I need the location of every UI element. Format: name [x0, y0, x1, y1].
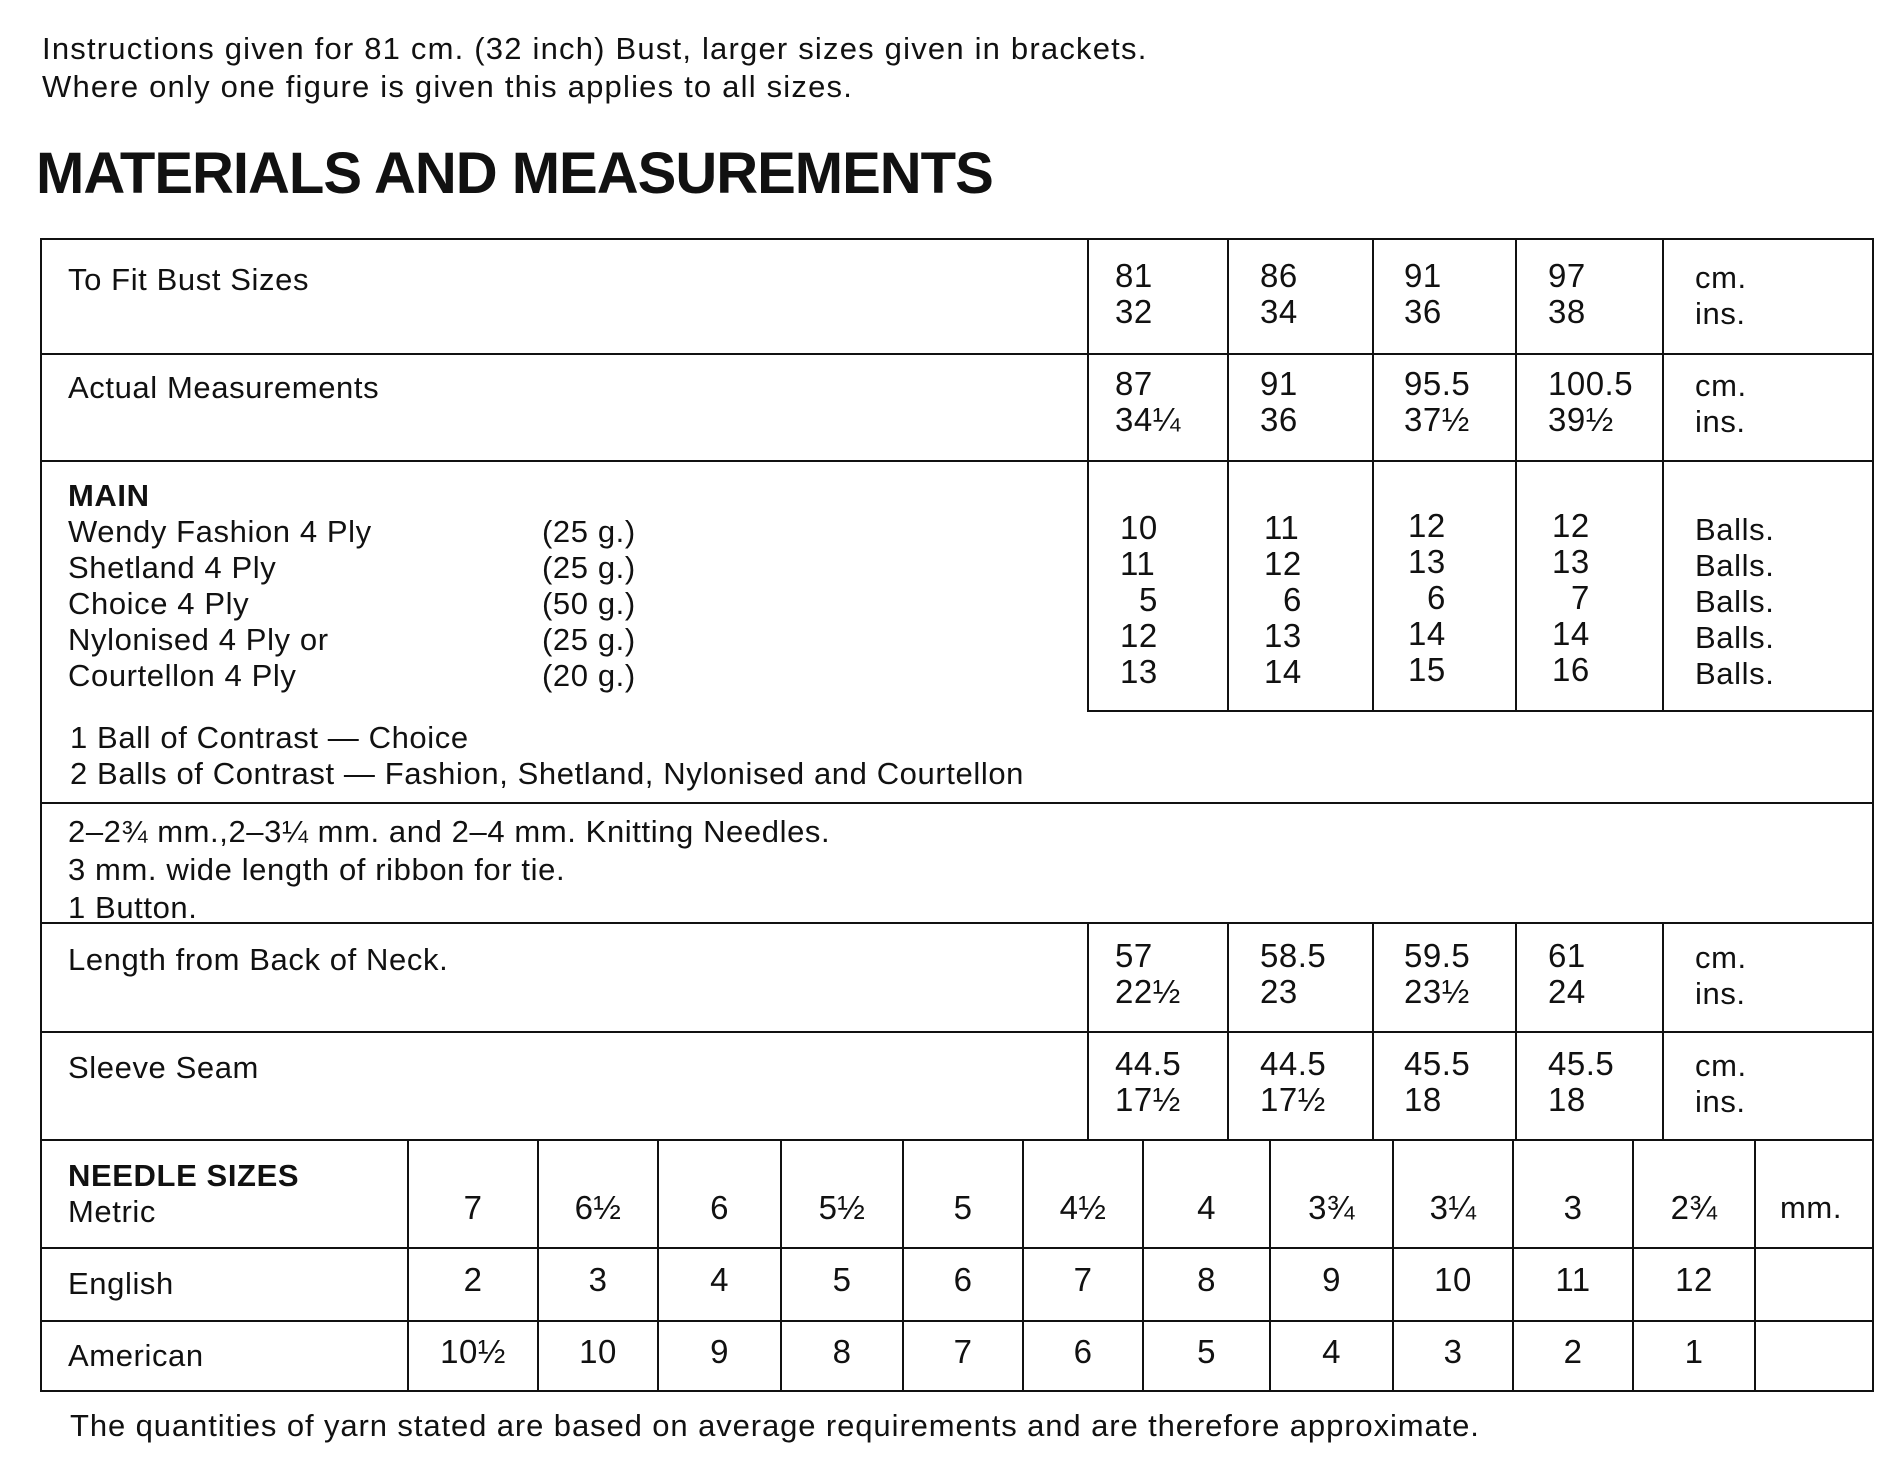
main-heading: MAIN	[68, 478, 150, 513]
metric-size-7: 4	[1197, 1189, 1216, 1226]
yarn-balls-5-1: 13	[1120, 653, 1158, 690]
rule-8	[42, 1247, 1872, 1249]
sleeve-unit-cm: cm.	[1695, 1048, 1747, 1083]
yarn-balls-4-1: 12	[1120, 617, 1158, 654]
sleeve-cm-3: 45.5	[1404, 1045, 1471, 1082]
length-ins-3: 23½	[1404, 973, 1470, 1010]
yarn-balls-1-1: 10	[1120, 509, 1158, 546]
american-size-8: 4	[1322, 1333, 1341, 1370]
needles-line-2: 3 mm. wide length of ribbon for tie.	[68, 852, 566, 887]
rule-3	[1087, 710, 1872, 712]
intro-text	[42, 30, 1148, 106]
bust-cm-2: 86	[1260, 257, 1298, 294]
bust-ins-3: 36	[1404, 293, 1442, 330]
rule-7	[42, 1139, 1872, 1141]
yarn-unit-4: Balls.	[1695, 620, 1775, 655]
american-size-10: 2	[1563, 1333, 1583, 1370]
bust-cm-3: 91	[1404, 257, 1442, 294]
american-size-11: 1	[1684, 1333, 1704, 1370]
yarn-balls-4-3: 14	[1408, 615, 1446, 652]
length-cm-4: 61	[1548, 937, 1586, 974]
actual-ins-1: 34¼	[1115, 401, 1181, 438]
yarn-weight-3: (50 g.)	[542, 586, 636, 621]
rule-4	[42, 802, 1872, 804]
actual-cm-3: 95.5	[1404, 365, 1471, 402]
length-ins-1: 22½	[1115, 973, 1181, 1010]
yarn-balls-4-4: 14	[1552, 615, 1590, 652]
bust-cm-4: 97	[1548, 257, 1586, 294]
american-size-9: 3	[1443, 1333, 1463, 1370]
yarn-balls-3-4: 7	[1571, 579, 1590, 616]
metric-size-2: 6½	[574, 1189, 622, 1226]
col-rule-a	[1087, 240, 1089, 712]
needle-rule-12	[1754, 1139, 1756, 1392]
american-size-1: 10½	[440, 1333, 506, 1370]
contrast-line-2: 2 Balls of Contrast — Fashion, Shetland, Nylonised and Courtellon	[70, 756, 1024, 791]
bust-ins-1: 32	[1115, 293, 1153, 330]
american-size-4: 8	[832, 1333, 852, 1370]
actual-ins-3: 37½	[1404, 401, 1470, 438]
yarn-unit-5: Balls.	[1695, 656, 1775, 691]
metric-size-8: 3¾	[1308, 1189, 1355, 1226]
sleeve-cm-1: 44.5	[1115, 1045, 1182, 1082]
actual-ins-2: 36	[1260, 401, 1298, 438]
col-rule-g	[1227, 922, 1229, 1141]
length-unit-cm: cm.	[1695, 940, 1747, 975]
col-rule-h	[1372, 922, 1374, 1141]
yarn-weight-1: (25 g.)	[542, 514, 636, 549]
col-rule-j	[1662, 922, 1664, 1141]
yarn-weight-5: (20 g.)	[542, 658, 636, 693]
col-rule-e	[1662, 240, 1664, 712]
yarn-balls-3-3: 6	[1427, 579, 1446, 616]
actual-cm-4: 100.5	[1548, 365, 1634, 402]
english-size-10: 11	[1555, 1261, 1591, 1298]
metric-size-9: 3¼	[1429, 1189, 1477, 1226]
english-size-2: 3	[588, 1261, 608, 1298]
actual-measurements-label: Actual Measurements	[68, 370, 380, 405]
yarn-name-3: Choice 4 Ply	[68, 586, 250, 621]
sleeve-label: Sleeve Seam	[68, 1050, 259, 1085]
yarn-weight-4: (25 g.)	[542, 622, 636, 657]
yarn-balls-5-4: 16	[1552, 651, 1590, 688]
yarn-name-4: Nylonised 4 Ply or	[68, 622, 329, 657]
yarn-unit-3: Balls.	[1695, 584, 1775, 619]
metric-size-10: 3	[1563, 1189, 1583, 1226]
american-size-2: 10	[579, 1333, 617, 1370]
yarn-balls-1-3: 12	[1408, 507, 1446, 544]
length-cm-1: 57	[1115, 937, 1153, 974]
rule-2	[42, 460, 1872, 462]
contrast-line-1: 1 Ball of Contrast — Choice	[70, 720, 469, 755]
intro-line-2: Where only one figure is given this applies to all sizes.	[42, 69, 854, 104]
yarn-balls-2-1: 11	[1120, 545, 1156, 582]
sleeve-ins-4: 18	[1548, 1081, 1586, 1118]
sleeve-cm-2: 44.5	[1260, 1045, 1327, 1082]
english-size-5: 6	[953, 1261, 973, 1298]
materials-table	[40, 238, 1874, 1392]
needles-line-1: 2–2¾ mm.,2–3¼ mm. and 2–4 mm. Knitting Needles.	[68, 814, 831, 849]
actual-cm-2: 91	[1260, 365, 1298, 402]
yarn-balls-3-1: 5	[1139, 581, 1158, 618]
length-ins-2: 23	[1260, 973, 1298, 1010]
yarn-balls-3-2: 6	[1283, 581, 1302, 618]
metric-size-11: 2¾	[1670, 1189, 1718, 1226]
intro-line-1: Instructions given for 81 cm. (32 inch) Bust, larger sizes given in brackets.	[42, 31, 1148, 66]
sleeve-unit-ins: ins.	[1695, 1084, 1746, 1119]
metric-size-6: 4½	[1059, 1189, 1107, 1226]
length-unit-ins: ins.	[1695, 976, 1746, 1011]
american-size-3: 9	[710, 1333, 729, 1370]
bust-cm-1: 81	[1115, 257, 1153, 294]
metric-size-3: 6	[710, 1189, 729, 1226]
english-size-11: 12	[1675, 1261, 1713, 1298]
sleeve-ins-3: 18	[1404, 1081, 1442, 1118]
english-size-9: 10	[1434, 1261, 1472, 1298]
length-ins-4: 24	[1548, 973, 1586, 1010]
rule-9	[42, 1320, 1872, 1322]
english-size-4: 5	[832, 1261, 852, 1298]
sleeve-cm-4: 45.5	[1548, 1045, 1615, 1082]
bust-sizes-label: To Fit Bust Sizes	[68, 262, 310, 297]
yarn-balls-1-2: 11	[1264, 509, 1300, 546]
footer-note: The quantities of yarn stated are based on average requirements and are therefore approximate.	[70, 1408, 1480, 1443]
american-label: American	[68, 1338, 204, 1373]
actual-unit-ins: ins.	[1695, 404, 1746, 439]
english-label: English	[68, 1266, 174, 1301]
metric-unit: mm.	[1780, 1190, 1843, 1225]
yarn-balls-5-3: 15	[1408, 651, 1446, 688]
yarn-name-5: Courtellon 4 Ply	[68, 658, 297, 693]
yarn-unit-2: Balls.	[1695, 548, 1775, 583]
col-rule-d	[1515, 240, 1517, 712]
sleeve-ins-2: 17½	[1260, 1081, 1326, 1118]
actual-cm-1: 87	[1115, 365, 1153, 402]
english-size-3: 4	[710, 1261, 729, 1298]
american-size-7: 5	[1197, 1333, 1216, 1370]
bust-unit-cm: cm.	[1695, 260, 1747, 295]
yarn-balls-5-2: 14	[1264, 653, 1302, 690]
yarn-balls-4-2: 13	[1264, 617, 1302, 654]
metric-size-4: 5½	[818, 1189, 866, 1226]
yarn-balls-2-2: 12	[1264, 545, 1302, 582]
col-rule-i	[1515, 922, 1517, 1141]
american-size-5: 7	[953, 1333, 973, 1370]
page-title: MATERIALS AND MEASUREMENTS	[36, 141, 993, 206]
rule-6	[42, 1031, 1872, 1033]
sleeve-ins-1: 17½	[1115, 1081, 1181, 1118]
bust-unit-ins: ins.	[1695, 296, 1746, 331]
length-label: Length from Back of Neck.	[68, 942, 449, 977]
col-rule-b	[1227, 240, 1229, 712]
metric-size-1: 7	[463, 1189, 483, 1226]
bust-ins-2: 34	[1260, 293, 1298, 330]
yarn-weight-2: (25 g.)	[542, 550, 636, 585]
needle-sizes-heading: NEEDLE SIZES	[68, 1158, 300, 1193]
yarn-name-2: Shetland 4 Ply	[68, 550, 277, 585]
yarn-balls-1-4: 12	[1552, 507, 1590, 544]
actual-unit-cm: cm.	[1695, 368, 1747, 403]
metric-size-5: 5	[953, 1189, 973, 1226]
col-rule-c	[1372, 240, 1374, 712]
english-size-1: 2	[463, 1261, 483, 1298]
col-rule-f	[1087, 922, 1089, 1141]
english-size-7: 8	[1197, 1261, 1216, 1298]
english-size-8: 9	[1322, 1261, 1341, 1298]
yarn-balls-2-3: 13	[1408, 543, 1446, 580]
metric-label: Metric	[68, 1194, 156, 1229]
yarn-name-1: Wendy Fashion 4 Ply	[68, 514, 372, 549]
english-size-6: 7	[1073, 1261, 1093, 1298]
needles-line-3: 1 Button.	[68, 890, 198, 925]
length-cm-2: 58.5	[1260, 937, 1327, 974]
rule-1	[42, 353, 1872, 355]
bust-ins-4: 38	[1548, 293, 1586, 330]
actual-ins-4: 39½	[1548, 401, 1614, 438]
rule-5	[42, 922, 1872, 924]
yarn-unit-1: Balls.	[1695, 512, 1775, 547]
american-size-6: 6	[1073, 1333, 1093, 1370]
length-cm-3: 59.5	[1404, 937, 1471, 974]
yarn-balls-2-4: 13	[1552, 543, 1590, 580]
